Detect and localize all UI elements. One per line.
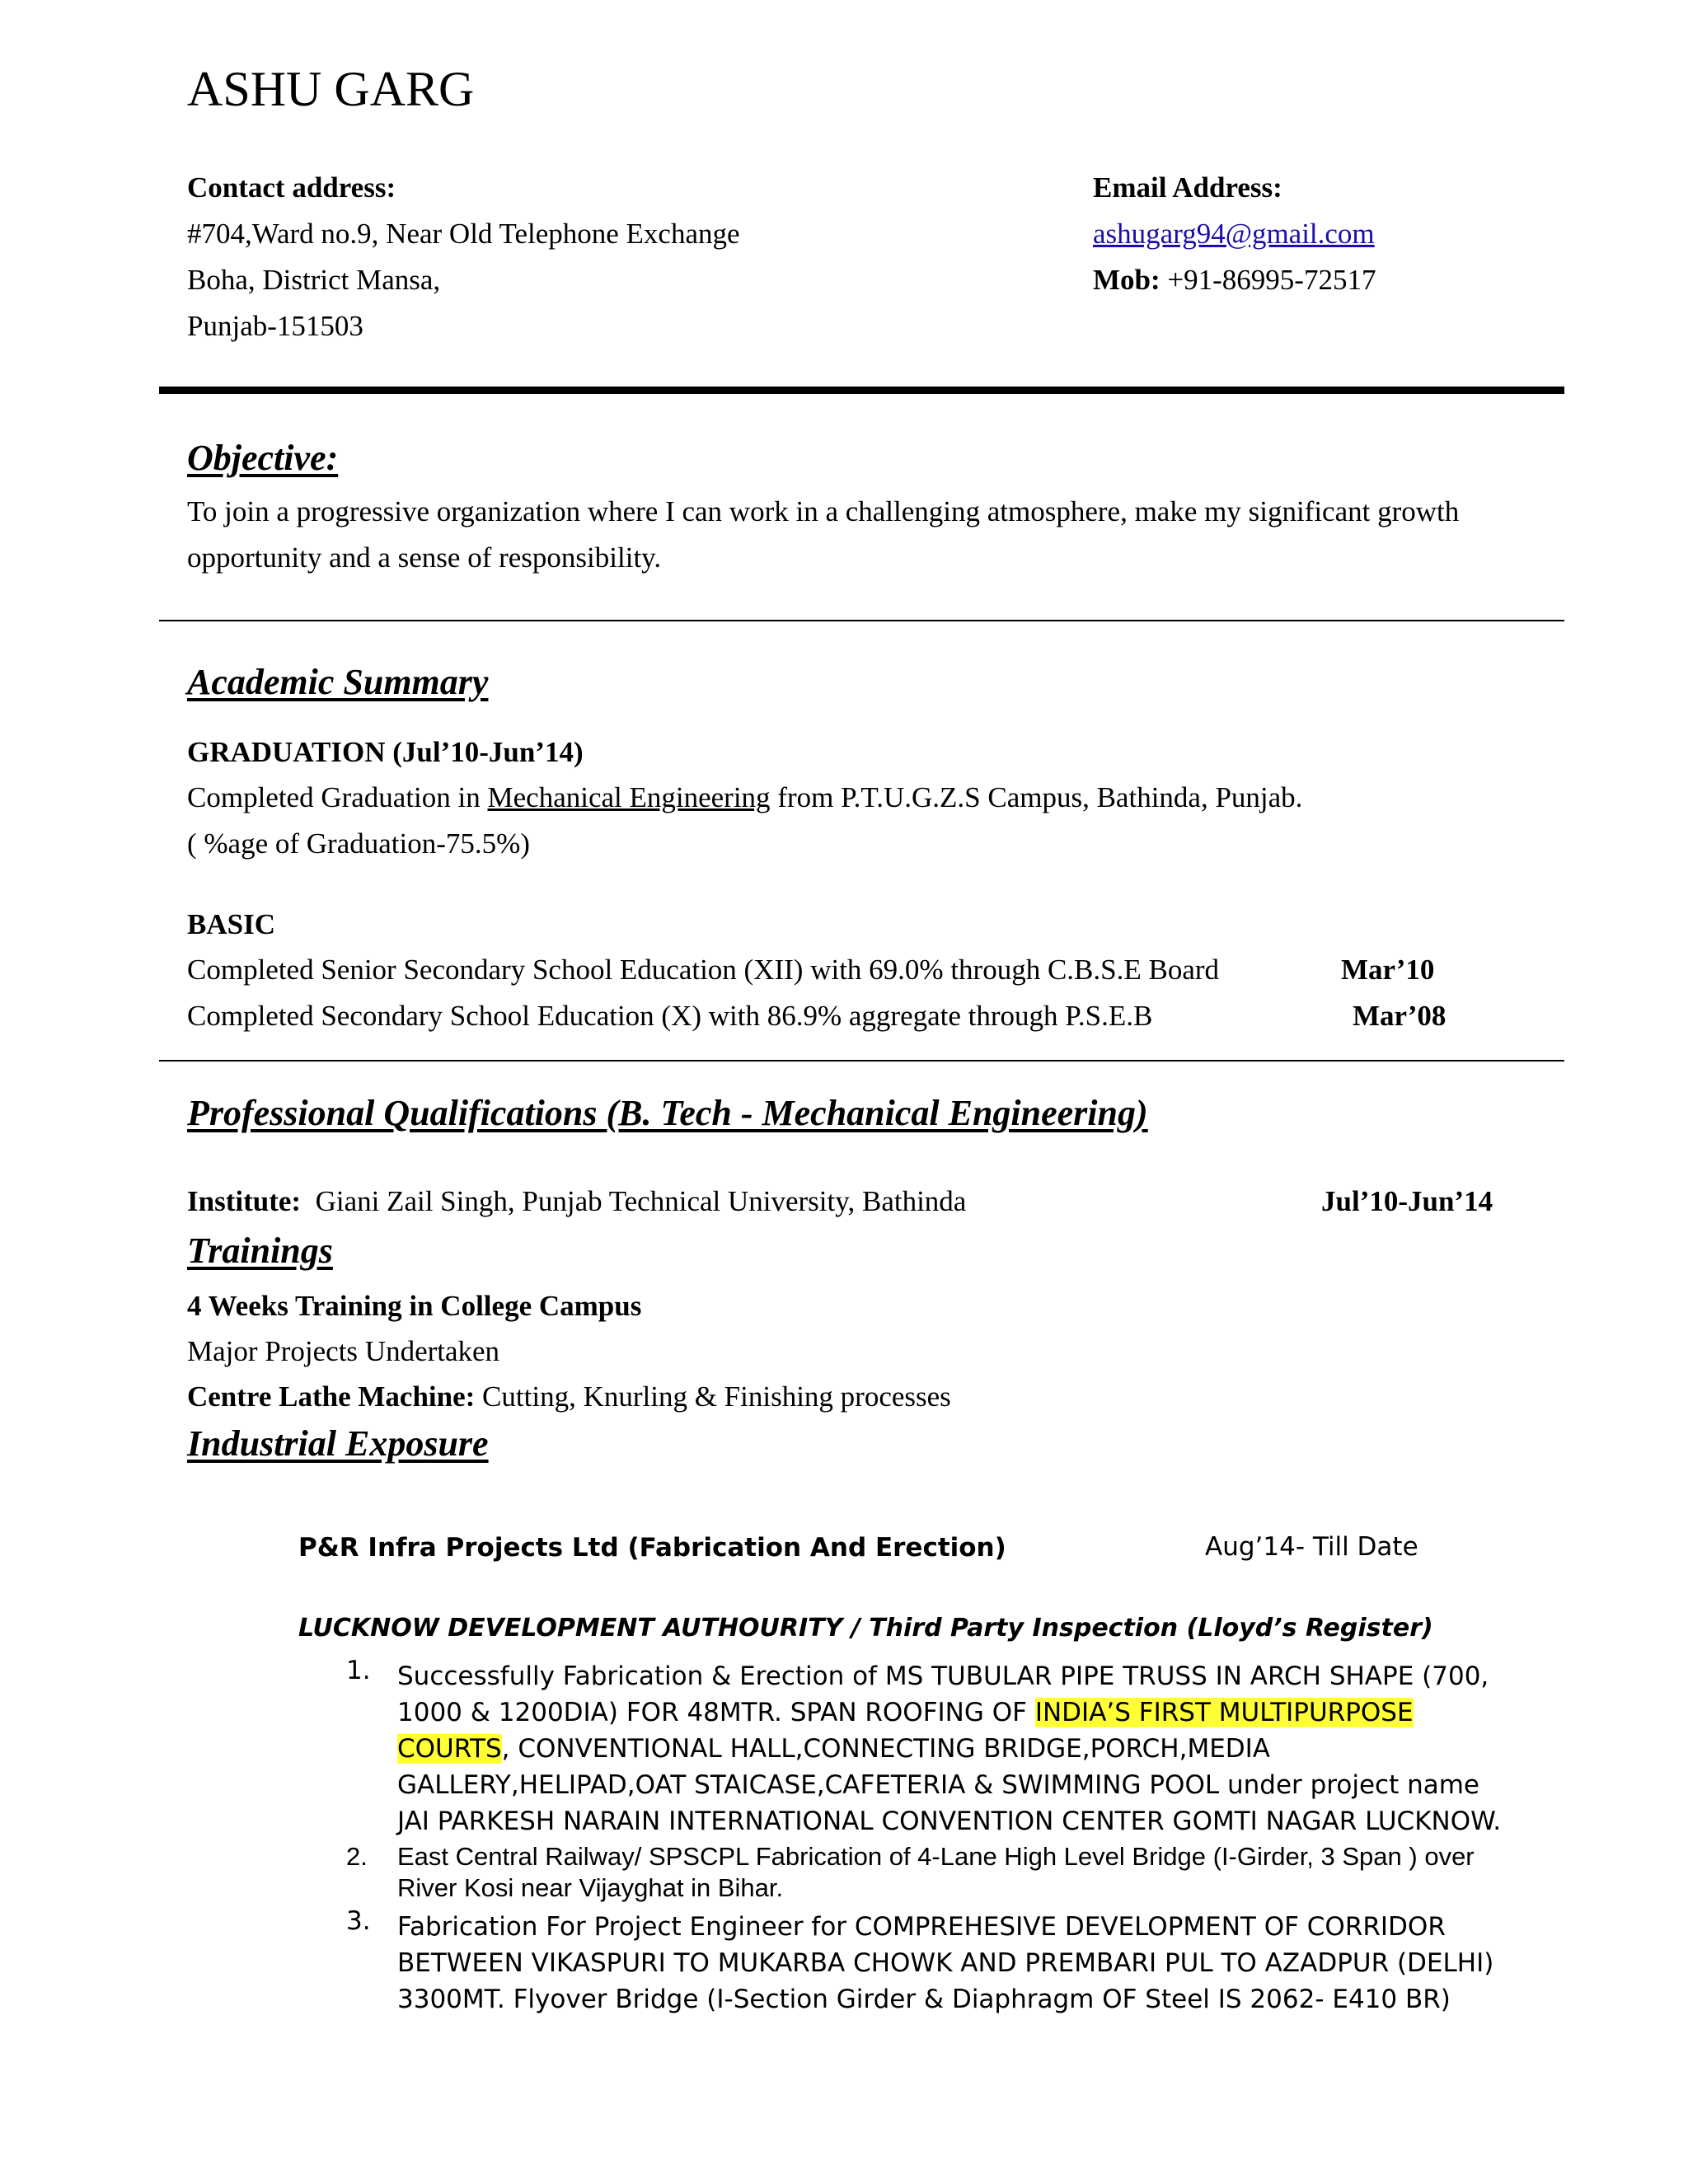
list-item-number: 3.: [346, 1906, 371, 1936]
academic-summary-title: Academic Summary: [187, 662, 489, 702]
email-link[interactable]: ashugarg94@gmail.com: [1093, 218, 1375, 250]
graduation-subject: Mechanical Engineering: [487, 781, 771, 813]
trainings-title: Trainings: [187, 1230, 333, 1271]
contact-address-label: Contact address:: [187, 171, 396, 204]
mobile-number: [1093, 265, 1376, 294]
highlighted-text: INDIA’S FIRST MULTIPURPOSE COURTS: [397, 1698, 1414, 1764]
list-item-text-before: Successfully Fabrication & Erection of MS TUBULAR PIPE TRUSS IN ARCH SHAPE (700, 1000 & 1200DIA) FOR 48MTR. SPAN ROOFING OF: [397, 1661, 1489, 1727]
training-line: Major Projects Undertaken: [187, 1335, 500, 1367]
basic-row-xii-date: Mar’10: [1341, 954, 1435, 986]
address-line-3: Punjab-151503: [187, 310, 363, 342]
list-item: [346, 1658, 1517, 1840]
institute-name: Giani Zail Singh, Punjab Technical University, Bathinda: [315, 1185, 967, 1217]
graduation-percentage: ( %age of Graduation-75.5%): [187, 827, 530, 860]
basic-heading: BASIC: [187, 908, 275, 940]
email-address-label: Email Address:: [1093, 171, 1282, 204]
training-heading: 4 Weeks Training in College Campus: [187, 1290, 642, 1322]
institute-line: [187, 1187, 966, 1216]
address-line-1: #704,Ward no.9, Near Old Telephone Exchange: [187, 218, 740, 250]
list-item-text: Fabrication For Project Engineer for COMPREHESIVE DEVELOPMENT OF CORRIDOR BETWEEN VIKASPURI TO MUKARBA CHOWK AND PREMBARI PUL TO AZADPUR (DELHI) 3300MT. Flyover Bridge (I-Section Girder & Diaphragm OF Steel IS 2062- E410 BR): [397, 1912, 1494, 2014]
header-divider: [159, 387, 1564, 394]
address-line-2: Boha, District Mansa,: [187, 264, 441, 296]
graduation-suffix: from P.T.U.G.Z.S Campus, Bathinda, Punjab.: [777, 781, 1303, 813]
list-item: [346, 1906, 1517, 2018]
section-divider: [159, 620, 1564, 621]
project-list: [346, 1658, 1517, 2018]
basic-row-x-date: Mar’08: [1353, 1000, 1447, 1032]
mobile-label: Mob:: [1093, 264, 1160, 296]
list-item-number: 2.: [346, 1842, 368, 1871]
machine-label: Centre Lathe Machine:: [187, 1380, 476, 1413]
objective-line-2: opportunity and a sense of responsibility.: [187, 541, 662, 574]
professional-qualifications-title: Professional Qualifications (B. Tech - Mechanical Engineering): [187, 1093, 1148, 1133]
list-item-text: East Central Railway/ SPSCPL Fabrication of 4-Lane High Level Bridge (I-Girder, 3 Span ) over River Kosi near Vijayghat in Bihar.: [397, 1842, 1475, 1902]
company-dates: Aug’14- Till Date: [1205, 1532, 1418, 1562]
institute-label: Institute:: [187, 1185, 302, 1217]
graduation-heading: GRADUATION (Jul’10-Jun’14): [187, 736, 584, 768]
list-item-number: 1.: [346, 1656, 371, 1685]
graduation-line: [187, 783, 1302, 812]
basic-row-x: Completed Secondary School Education (X) with 86.9% aggregate through P.S.E.B: [187, 1000, 1153, 1032]
graduation-prefix: Completed Graduation in: [187, 781, 481, 813]
institute-dates: Jul’10-Jun’14: [1321, 1185, 1493, 1217]
basic-row-xii: Completed Senior Secondary School Education (XII) with 69.0% through C.B.S.E Board: [187, 954, 1220, 986]
industrial-exposure-title: Industrial Exposure: [187, 1423, 489, 1464]
machine-text: Cutting, Knurling & Finishing processes: [482, 1380, 951, 1413]
section-divider: [159, 1060, 1564, 1062]
list-item: [346, 1841, 1517, 1904]
objective-line-1: To join a progressive organization where I can work in a challenging atmosphere, make my significant growth: [187, 495, 1460, 527]
project-heading: LUCKNOW DEVELOPMENT AUTHOURITY / Third Party Inspection (Lloyd’s Register): [298, 1614, 1433, 1643]
training-machine: [187, 1382, 951, 1411]
resume-name: ASHU GARG: [187, 62, 475, 116]
list-item-text: [397, 1658, 1517, 1840]
mobile-value: +91-86995-72517: [1167, 264, 1376, 296]
list-item-text-after: , CONVENTIONAL HALL,CONNECTING BRIDGE,PORCH,MEDIA GALLERY,HELIPAD,OAT STAICASE,CAFETERIA & SWIMMING POOL under project name JAI PARKESH NARAIN INTERNATIONAL CONVENTION CENTER GOMTI NAGAR LUCKNOW.: [397, 1734, 1502, 1836]
company-name: P&R Infra Projects Ltd (Fabrication And Erection): [298, 1533, 1006, 1563]
objective-title: Objective:: [187, 438, 339, 478]
